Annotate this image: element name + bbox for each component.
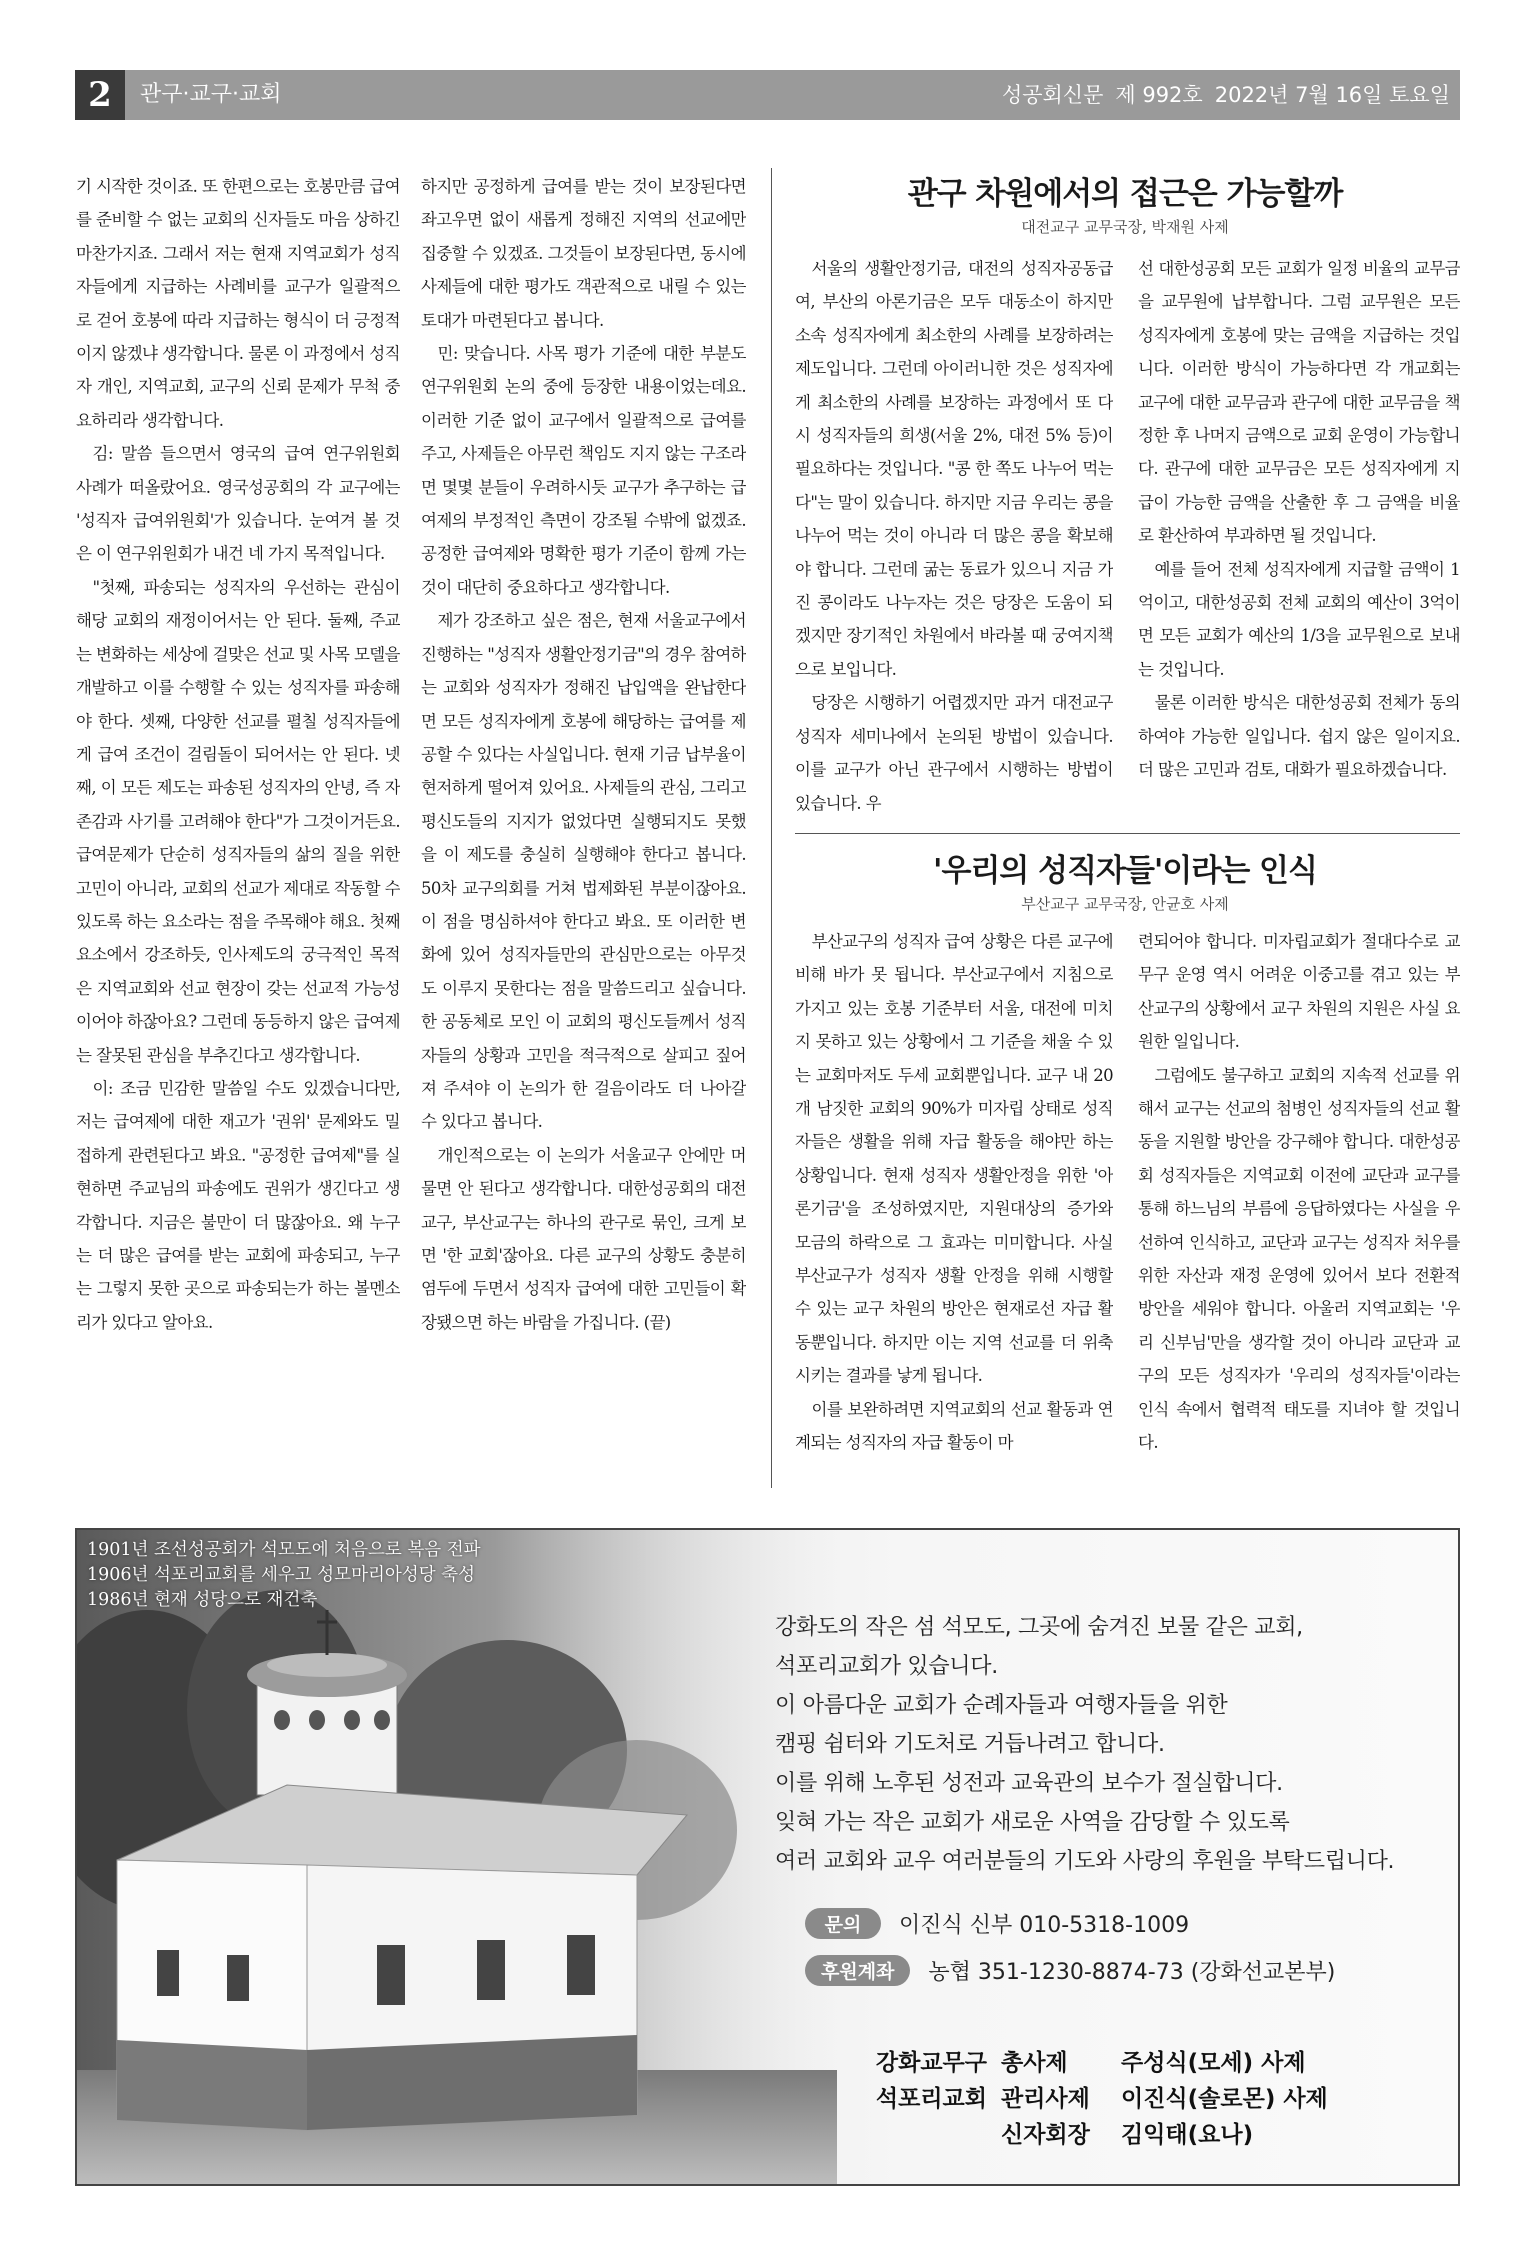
paragraph: 그럼에도 불구하고 교회의 지속적 선교를 위해서 교구는 선교의 첨병인 성직자들의 선교 활동을 지원할 방안을 강구해야 합니다. 대한성공회 성직자들은 지역교회 이전에 교단과 교구를 통해 하느님의 부름에 응답하였다는 사실을 우선하여 인식하고, 교단과 교구는 성직자 처우를 위한 자산과 재정 운영에 있어서 보다 전환적 방안을 세워야 합니다. 아울러 지역교회는 '우리 신부님'만을 생각할 것이 아니라 교단과 교구의 모든 성직자가 '우리의 성직자들'이라는 인식 속에서 협력적 태도를 지녀야 할 것입니다. xyxy=(1138,1065,1460,1453)
issue-number: 제 992호 xyxy=(1115,83,1203,107)
signature-role: 신자회장 xyxy=(1001,2122,1090,2148)
signature-role: 관리사제 xyxy=(1001,2086,1090,2112)
signature-name: 주성식(모세) 사제 xyxy=(1121,2050,1306,2076)
signature-org: 석포리교회 xyxy=(875,2086,987,2112)
paragraph: "첫째, 파송되는 성직자의 우선하는 관심이 해당 교회의 재정이어서는 안 된다. 둘째, 주교는 변화하는 세상에 걸맞은 선교 및 사목 모델을 개발하고 이를 수행할 수 있는 성직자를 파송해야 한다. 셋째, 다양한 선교를 펼칠 성직자들에게 급여 조건이 걸림돌이 되어서는 안 된다. 넷째, 이 모든 제도는 파송된 성직자의 안녕, 즉 자존감과 사기를 고려해야 한다"가 그것이거든요. 급여문제가 단순히 성직자들의 삶의 질을 위한 고민이 아니라, 교회의 선교가 제대로 작동할 수 있도록 하는 요소라는 점을 주목해야 해요. 첫째 요소에서 강조하듯, 인사제도의 궁극적인 목적은 지역교회와 선교 현장이 갖는 선교적 가능성이어야 하잖아요? 그런데 동등하지 않은 급여제는 잘못된 관심을 부추긴다고 생각합니다. xyxy=(76,577,400,1065)
paragraph: 김: 말씀 들으면서 영국의 급여 연구위원회 사례가 떠올랐어요. 영국성공회의 각 교구에는 '성직자 급여위원회'가 있습니다. 눈여겨 볼 것은 이 연구위원회가 내건 네 가지 목적입니다. xyxy=(76,444,400,564)
paragraph: 서울의 생활안정기금, 대전의 성직자공동급여, 부산의 아론기금은 모두 대동소이 하지만 소속 성직자에게 최소한의 사례를 보장하려는 제도입니다. 그런데 아이러니한 것은 성직자에게 최소한의 사례를 보장하는 과정에서 또 다시 성직자들의 희생(서울 2%, 대전 5% 등)이 필요하다는 것입니다. "콩 한 쪽도 나누어 먹는다"는 말이 있습니다. 하지만 지금 우리는 콩을 나누어 먹는 것이 아니라 더 많은 콩을 확보해야 합니다. 그런데 굶는 동료가 있으니 지금 가진 콩이라도 나누자는 것은 당장은 도움이 되겠지만 장기적인 차원에서 바라볼 때 궁여지책으로 보입니다. xyxy=(795,259,1113,679)
ad-line: 잊혀 가는 작은 교회가 새로운 사역을 감당할 수 있도록 xyxy=(775,1810,1290,1835)
paragraph: 제가 강조하고 싶은 점은, 현재 서울교구에서 진행하는 "성직자 생활안정기금"의 경우 참여하는 교회와 성직자가 정해진 납입액을 완납한다면 모든 성직자에게 호봉에 해당하는 급여를 제공할 수 있다는 사실입니다. 현재 기금 납부율이 현저하게 떨어져 있어요. 사제들의 관심, 그리고 평신도들의 지지가 없었다면 실행되지도 못했을 이 제도를 충실히 실행해야 한다고 봅니다. 50차 교구의회를 거쳐 법제화된 부분이잖아요. 이 점을 명심하셔야 한다고 봐요. 또 이러한 변화에 있어 성직자들만의 관심만으로는 아무것도 이루지 못한다는 점을 말씀드리고 싶습니다. 한 공동체로 모인 이 교회의 평신도들께서 성직자들의 상황과 고민을 적극적으로 살피고 짚어져 주셔야 이 논의가 한 걸음이라도 더 나아갈 수 있다고 봅니다. xyxy=(421,611,746,1132)
church-photo xyxy=(77,1530,837,2184)
article2-title: '우리의 성직자들'이라는 인식 xyxy=(933,853,1317,889)
ad-line: 석포리교회가 있습니다. xyxy=(775,1654,998,1679)
signature-name: 김익태(요나) xyxy=(1121,2122,1254,2148)
paragraph: 이를 보완하려면 지역교회의 선교 활동과 연계되는 성직자의 자급 활동이 마 xyxy=(795,1399,1113,1453)
signature-role: 총사제 xyxy=(1001,2050,1068,2076)
signature-org: 강화교무구 xyxy=(875,2050,987,2076)
article2-column-left xyxy=(795,925,1113,1490)
ad-line: 이 아름다운 교회가 순례자들과 여행자들을 위한 xyxy=(775,1693,1228,1718)
signatures xyxy=(857,2045,1328,2153)
paragraph: 선 대한성공회 모든 교회가 일정 비율의 교무금을 교무원에 납부합니다. 그럼 교무원은 모든 성직자에게 호봉에 맞는 금액을 지급하는 것입니다. 이러한 방식이 가능하다면 각 개교회는 교구에 대한 교무금과 관구에 대한 교무금을 책정한 후 나머지 금액으로 교회 운영이 가능합니다. 관구에 대한 교무금은 모든 성직자에게 지급이 가능한 금액을 산출한 후 그 금액을 비율로 환산하여 부과하면 될 것입니다. xyxy=(1138,259,1460,546)
account-label: 후원계좌 xyxy=(805,1955,910,1986)
history-line: 1906년 석포리교회를 세우고 성모마리아성당 축성 xyxy=(87,1565,475,1585)
account-value: 농협 351-1230-8874-73 (강화선교본부) xyxy=(928,1960,1336,1985)
issue-date: 2022년 7월 16일 토요일 xyxy=(1214,83,1450,107)
contact-label: 문의 xyxy=(805,1908,881,1939)
paragraph: 부산교구의 성직자 급여 상황은 다른 교구에 비해 바가 못 됩니다. 부산교구에서 지침으로 가지고 있는 호봉 기준부터 서울, 대전에 미치지 못하고 있는 상황에서 그 기준을 채울 수 있는 교회마저도 두세 교회뿐입니다. 교구 내 20개 남짓한 교회의 90%가 미자립 상태로 성직자들은 생활을 위해 자급 활동을 해야만 하는 상황입니다. 현재 성직자 생활안정을 위한 '아론기금'을 조성하였지만, 지원대상의 증가와 모금의 하락으로 그 효과는 미미합니다. 사실 부산교구가 성직자 생활 안정을 위해 시행할 수 있는 교구 차원의 방안은 현재로선 자급 활동뿐입니다. 하지만 이는 지역 선교를 더 위축시키는 결과를 낳게 됩니다. xyxy=(795,932,1113,1386)
paragraph: 기 시작한 것이죠. 또 한편으로는 호봉만큼 급여를 준비할 수 없는 교회의 신자들도 마음 상하긴 마찬가지죠. 그래서 저는 현재 지역교회가 성직자들에게 지급하는 사례비를 교구가 일괄적으로 걷어 호봉에 따라 지급하는 형식이 더 긍정적이지 않겠냐 생각합니다. 물론 이 과정에서 성직자 개인, 지역교회, 교구의 신뢰 문제가 무척 중요하리라 생각합니다. xyxy=(76,177,400,430)
article1-title: 관구 차원에서의 접근은 가능할까 xyxy=(907,176,1343,212)
section-title: 관구·교구·교회 xyxy=(140,82,282,107)
paragraph: 개인적으로는 이 논의가 서울교구 안에만 머물면 안 된다고 생각합니다. 대한성공회의 대전교구, 부산교구는 하나의 관구로 묶인, 크게 보면 '한 교회'잖아요. 다른 교구의 상황도 충분히 염두에 두면서 성직자 급여에 대한 고민들이 확장됐으면 하는 바람을 가집니다. (끝) xyxy=(421,1145,746,1332)
history-line: 1986년 현재 성당으로 재건축 xyxy=(87,1590,318,1610)
ad-line: 캠핑 쉼터와 기도처로 거듭나려고 합니다. xyxy=(775,1732,1165,1757)
church-history xyxy=(87,1538,481,1613)
account-row xyxy=(805,1955,1335,1986)
history-line: 1901년 조선성공회가 석모도에 처음으로 복음 전파 xyxy=(87,1540,481,1560)
interview-column-1 xyxy=(76,170,400,1490)
article1-column-left xyxy=(795,252,1113,832)
ad-line: 이를 위해 노후된 성전과 교육관의 보수가 절실합니다. xyxy=(775,1771,1283,1796)
article1-column-right xyxy=(1138,252,1460,832)
column-divider xyxy=(771,168,772,1488)
paragraph: 이: 조금 민감한 말씀일 수도 있겠습니다만, 저는 급여제에 대한 재고가 '권위' 문제와도 밀접하게 관련된다고 봐요. "공정한 급여제"를 실현하면 주교님의 파송에도 권위가 생긴다고 생각합니다. 지금은 불만이 더 많잖아요. 왜 누구는 더 많은 급여를 받는 교회에 파송되고, 누구는 그렇지 못한 곳으로 파송되는가 하는 볼멘소리가 있다고 알아요. xyxy=(76,1078,400,1332)
signature-org xyxy=(857,2117,987,2153)
paragraph: 민: 맞습니다. 사목 평가 기준에 대한 부분도 연구위원회 논의 중에 등장한 내용이었는데요. 이러한 기준 없이 교구에서 일괄적으로 급여를 주고, 사제들은 아무런 책임도 지지 않는 구조라면 몇몇 분들이 우려하시듯 교구가 추구하는 급여제의 부정적인 측면이 강조될 수밖에 없겠죠. 공정한 급여제와 명확한 평가 기준이 함께 가는 것이 대단히 중요하다고 생각합니다. xyxy=(421,344,746,597)
paragraph: 련되어야 합니다. 미자립교회가 절대다수로 교무구 운영 역시 어려운 이중고를 겪고 있는 부산교구의 상황에서 교구 차원의 지원은 사실 요원한 일입니다. xyxy=(1138,932,1460,1052)
article2-byline: 부산교구 교무국장, 안균호 사제 xyxy=(1021,895,1229,913)
article1-byline: 대전교구 교무국장, 박재원 사제 xyxy=(1021,218,1229,236)
ad-line: 강화도의 작은 섬 석모도, 그곳에 숨겨진 보물 같은 교회, xyxy=(775,1615,1303,1640)
paragraph: 하지만 공정하게 급여를 받는 것이 보장된다면 좌고우면 없이 새롭게 정해진 지역의 선교에만 집중할 수 있겠죠. 그것들이 보장된다면, 동시에 사제들에 대한 평가도 객관적으로 내릴 수 있는 토대가 마련된다고 봅니다. xyxy=(421,177,746,330)
signature-row xyxy=(857,2045,1328,2081)
masthead xyxy=(1002,70,1450,120)
ad-message xyxy=(775,1608,1455,1881)
paragraph: 예를 들어 전체 성직자에게 지급할 금액이 1억이고, 대한성공회 전체 교회의 예산이 3억이면 모든 교회가 예산의 1/3을 교무원으로 보내는 것입니다. xyxy=(1138,559,1460,679)
paragraph: 물론 이러한 방식은 대한성공회 전체가 동의하여야 가능한 일입니다. 쉽지 않은 일이지요. 더 많은 고민과 검토, 대화가 필요하겠습니다. xyxy=(1138,693,1460,780)
contact-value: 이진식 신부 010-5318-1009 xyxy=(899,1913,1190,1938)
ad-line: 여러 교회와 교우 여러분들의 기도와 사랑의 후원을 부탁드립니다. xyxy=(775,1849,1395,1874)
article2-column-right xyxy=(1138,925,1460,1490)
signature-row xyxy=(857,2117,1328,2153)
signature-name: 이진식(솔로몬) 사제 xyxy=(1121,2086,1328,2112)
interview-column-2 xyxy=(421,170,746,1490)
church-support-ad xyxy=(75,1528,1460,2186)
article-divider xyxy=(795,833,1460,834)
contact-row xyxy=(805,1908,1189,1939)
paragraph: 당장은 시행하기 어렵겠지만 과거 대전교구 성직자 세미나에서 논의된 방법이 있습니다. 이를 교구가 아닌 관구에서 시행하는 방법이 있습니다. 우 xyxy=(795,693,1113,813)
paper-name: 성공회신문 xyxy=(1001,83,1104,107)
page-number: 2 xyxy=(75,70,125,120)
signature-row xyxy=(857,2081,1328,2117)
